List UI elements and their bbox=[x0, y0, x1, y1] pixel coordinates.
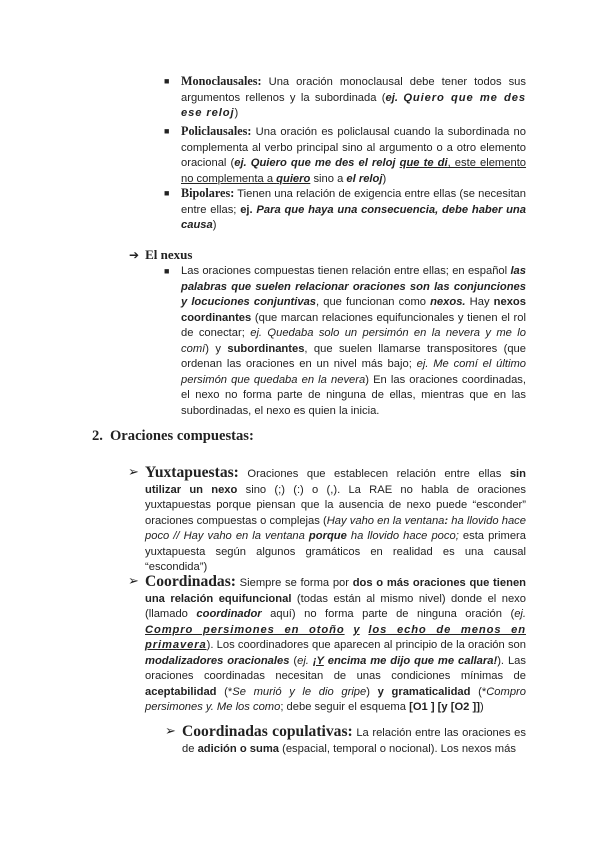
ej-label: ej. bbox=[234, 157, 247, 169]
text: Una oración monoclausal debe tener todos sus argumentos rellenos y la subordinada ( bbox=[181, 76, 526, 104]
example: quiero bbox=[276, 172, 311, 185]
text: Tienen una relación de exigencia entre ellas (se necesitan entre ellas; bbox=[181, 188, 526, 216]
highlight: coordinador bbox=[196, 608, 262, 620]
text: ) bbox=[479, 701, 484, 713]
text: ) bbox=[382, 172, 387, 185]
text: Las oraciones compuestas tienen relación entre ellas; en español bbox=[181, 265, 511, 277]
text: Siempre se forma por bbox=[235, 577, 353, 589]
example: ej. Me comí el último persimón que quedaba en la nevera bbox=[181, 358, 526, 386]
highlight: encima me dijo que me callara! bbox=[323, 654, 498, 667]
term-coordinadas: Coordinadas: bbox=[145, 573, 236, 590]
bullet-nexus bbox=[164, 264, 526, 419]
ej-label: ej. bbox=[385, 91, 398, 104]
bullet-monoclausales bbox=[164, 74, 527, 122]
bullet-coordinadas-copulativas bbox=[165, 723, 526, 757]
bullet-bipolares bbox=[164, 186, 526, 234]
example: Quiero que me des ese reloj bbox=[181, 91, 527, 119]
ej-label: ej. bbox=[240, 203, 253, 216]
example: Se murió y le dio gripe bbox=[232, 685, 367, 698]
text: (* bbox=[470, 685, 487, 698]
bullet-yuxtapuestas bbox=[128, 464, 526, 576]
example-underlined: y bbox=[353, 623, 360, 636]
text: (todas están al mismo nivel) donde el nexo (llamado bbox=[145, 592, 526, 620]
text: ) y bbox=[205, 342, 228, 355]
square-bullet-icon: ■ bbox=[164, 188, 170, 198]
section-heading-oraciones-compuestas bbox=[92, 428, 254, 445]
text: , este elemento no complementa a bbox=[181, 157, 527, 185]
highlight: adición o suma bbox=[197, 742, 279, 755]
highlight: dos o más oraciones que tienen una relación equifuncional bbox=[145, 577, 526, 605]
highlight: nexos. bbox=[430, 296, 466, 308]
bullet-coordinadas bbox=[128, 573, 527, 716]
text: (espacial, temporal o nocional). Los nexos más bbox=[279, 742, 516, 755]
term-monoclausales: Monoclausales: bbox=[181, 74, 262, 88]
chevron-arrow-icon: ➢ bbox=[128, 573, 139, 588]
text: Hay bbox=[465, 296, 494, 308]
text: aquí) no forma parte de ninguna oración ( bbox=[261, 608, 515, 620]
text: Oraciones que establecen relación entre ellas bbox=[238, 468, 510, 480]
example: Quiero que me des el reloj bbox=[250, 157, 396, 169]
example: Compro persimones y. Me los como bbox=[145, 685, 527, 713]
highlight: modalizadores oracionales bbox=[145, 654, 290, 667]
highlight: sin utilizar un nexo bbox=[145, 468, 526, 496]
chevron-arrow-icon: ➢ bbox=[128, 464, 139, 479]
text: Una oración es policlausal cuando la subordinada no complementa al verbo principal sino al argumento o a otro elemento oracional ( bbox=[181, 126, 526, 169]
text: (* bbox=[216, 685, 233, 698]
text: esta primera yuxtapuesta según algunos gramáticos en realidad es una causal “escondida”) bbox=[145, 530, 526, 573]
text: ) bbox=[234, 107, 239, 119]
text: (que marcan relaciones equifuncionales y tienen el rol de conectar; bbox=[181, 311, 526, 339]
term-coordinadas-copulativas: Coordinadas copulativas: bbox=[182, 723, 353, 740]
term-policlausales: Policlausales: bbox=[181, 124, 252, 138]
text: , que funcionan como bbox=[316, 296, 431, 308]
text: ( bbox=[289, 654, 298, 667]
term-bipolares: Bipolares: bbox=[181, 186, 235, 200]
highlight: y gramaticalidad bbox=[377, 685, 471, 698]
example: Para que haya una consecuencia, debe haber una causa bbox=[181, 203, 526, 231]
example-underlined: los echo de menos en primavera bbox=[145, 623, 527, 651]
example: ej. Quedaba solo un persimón en la nevera y me lo comí bbox=[181, 327, 526, 355]
heading-text: El nexus bbox=[145, 247, 193, 262]
section-title: Oraciones compuestas: bbox=[109, 428, 254, 444]
example: ha llovido hace poco; bbox=[346, 530, 459, 542]
text: sino a bbox=[310, 172, 347, 185]
text: ) En las oraciones coordinadas, el nexo no forma parte de ninguna de ellas, mientras que en las subordinadas, el nexo es quien la inicia. bbox=[181, 373, 526, 417]
text: ) bbox=[366, 685, 378, 698]
square-bullet-icon: ■ bbox=[164, 76, 170, 86]
text: ) bbox=[212, 219, 217, 231]
highlight: las palabras que suelen relacionar oraciones son las conjunciones y locuciones conjuntivas bbox=[181, 265, 526, 308]
example-underlined: Compro persimones en otoño bbox=[145, 623, 345, 636]
highlight: nexos coordinantes bbox=[181, 296, 526, 324]
example: ej. bbox=[297, 654, 313, 667]
chevron-arrow-icon: ➢ bbox=[165, 723, 176, 738]
highlight: : bbox=[444, 514, 449, 527]
text: , que suelen llamarse transpositores (que ordenan las oraciones en un nivel más bajo; bbox=[181, 342, 526, 370]
highlight: porque bbox=[308, 530, 347, 542]
example: Hay vaho en la ventana bbox=[326, 514, 445, 527]
highlight: ¡Y bbox=[312, 654, 324, 667]
text: La relación entre las oraciones es de bbox=[182, 727, 526, 755]
heading-el-nexus bbox=[129, 247, 192, 263]
right-arrow-icon: ➔ bbox=[129, 248, 140, 262]
bullet-policlausales bbox=[164, 124, 527, 187]
square-bullet-icon: ■ bbox=[164, 126, 170, 136]
example: ej. bbox=[514, 608, 527, 620]
term-yuxtapuestas: Yuxtapuestas: bbox=[145, 464, 239, 481]
example-underlined: que te di bbox=[399, 157, 448, 169]
square-bullet-icon: ■ bbox=[164, 266, 170, 276]
text: ). Las oraciones coordinadas necesitan de unas condiciones mínimas de bbox=[145, 654, 526, 682]
highlight: [O1 ] [y [O2 ]] bbox=[409, 701, 480, 713]
text: sino (;) (:) o (,). La RAE no habla de oraciones yuxtapuestas porque piensan que la ausencia de nexo puede “esconder” oraciones compuestas o complejas ( bbox=[145, 483, 526, 527]
section-number: 2. bbox=[92, 428, 103, 444]
text: ). Los coordinadores que aparecen al principio de la oración son bbox=[206, 639, 526, 651]
example: el reloj bbox=[346, 172, 383, 185]
highlight: aceptabilidad bbox=[145, 685, 217, 698]
example: ha llovido hace poco // Hay vaho en la ventana bbox=[145, 514, 526, 542]
text: ; debe seguir el esquema bbox=[280, 701, 410, 713]
highlight: subordinantes bbox=[227, 342, 305, 355]
